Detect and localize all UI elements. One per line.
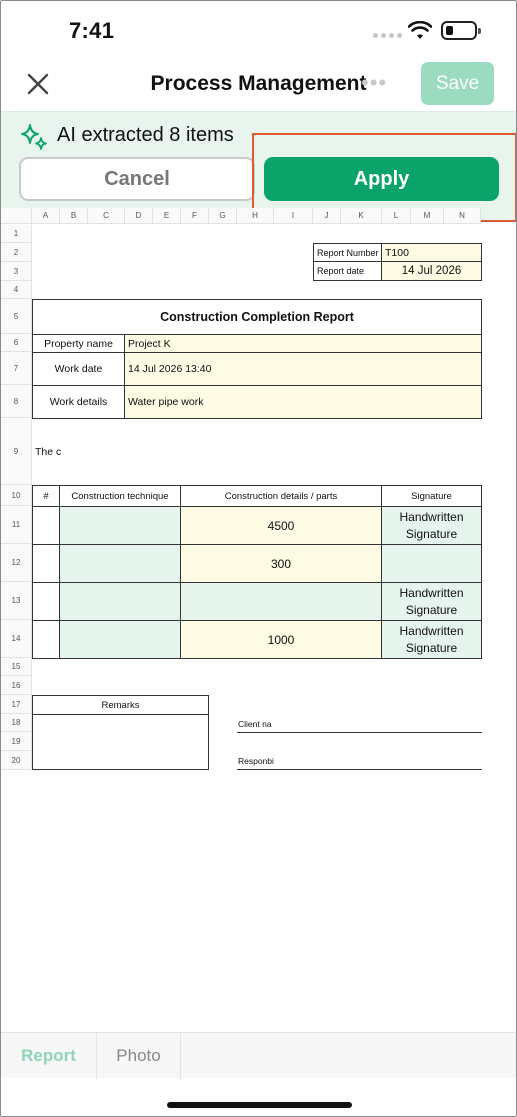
- table-header-details: Construction details / parts: [180, 485, 382, 507]
- table-row-signature-cell[interactable]: [381, 544, 482, 583]
- wifi-icon: [408, 21, 432, 41]
- table-row-number-cell[interactable]: [32, 506, 60, 545]
- row-header[interactable]: 5: [1, 299, 32, 334]
- sparkle-icon: [19, 122, 49, 152]
- work-details-cell[interactable]: Water pipe work: [124, 385, 482, 419]
- spreadsheet[interactable]: [1, 208, 517, 808]
- row-header[interactable]: 18: [1, 714, 32, 732]
- responsible-label: Responbi: [238, 755, 274, 766]
- table-row-details-cell[interactable]: 300: [180, 544, 382, 583]
- column-header[interactable]: H: [237, 208, 274, 224]
- cellular-signal-icon: [373, 33, 402, 38]
- table-row-signature-cell[interactable]: Handwritten Signature: [381, 506, 482, 545]
- row-header[interactable]: 6: [1, 334, 32, 352]
- bottom-tab-bar: [1, 1032, 516, 1078]
- table-row-details-cell[interactable]: [180, 582, 382, 621]
- row-header[interactable]: 8: [1, 385, 32, 418]
- home-indicator[interactable]: [167, 1102, 352, 1108]
- table-header-number: #: [32, 485, 60, 507]
- table-header-technique: Construction technique: [59, 485, 181, 507]
- table-row-technique-cell[interactable]: [59, 620, 181, 659]
- work-date-label: Work date: [32, 352, 125, 386]
- column-header[interactable]: K: [341, 208, 382, 224]
- remarks-header: Remarks: [32, 695, 209, 715]
- column-header[interactable]: E: [153, 208, 181, 224]
- column-header[interactable]: C: [88, 208, 125, 224]
- row-header[interactable]: 20: [1, 751, 32, 770]
- row-header[interactable]: 7: [1, 352, 32, 385]
- cancel-button[interactable]: Cancel: [19, 157, 255, 201]
- row-header[interactable]: 19: [1, 732, 32, 751]
- table-row-number-cell[interactable]: [32, 620, 60, 659]
- status-bar: [1, 1, 516, 61]
- column-header[interactable]: F: [181, 208, 209, 224]
- row-header[interactable]: 2: [1, 243, 32, 262]
- table-row-number-cell[interactable]: [32, 544, 60, 583]
- tab-report[interactable]: Report: [21, 1046, 76, 1065]
- table-row-signature-cell[interactable]: Handwritten Signature: [381, 582, 482, 621]
- table-header-signature: Signature: [381, 485, 482, 507]
- table-row-details-cell[interactable]: 4500: [180, 506, 382, 545]
- client-name-label: Client na: [238, 718, 272, 729]
- column-header[interactable]: A: [32, 208, 60, 224]
- column-header[interactable]: M: [411, 208, 444, 224]
- row-header[interactable]: 13: [1, 582, 32, 620]
- row-header[interactable]: 4: [1, 281, 32, 299]
- tab-photo[interactable]: Photo: [96, 1033, 181, 1079]
- table-row-technique-cell[interactable]: [59, 506, 181, 545]
- responsible-signature-line: [237, 769, 482, 770]
- column-header[interactable]: D: [125, 208, 153, 224]
- battery-icon: [441, 21, 477, 40]
- column-header[interactable]: I: [274, 208, 313, 224]
- row-header[interactable]: 9: [1, 418, 32, 485]
- row-header[interactable]: 17: [1, 695, 32, 714]
- row-header[interactable]: 1: [1, 225, 32, 243]
- column-header[interactable]: B: [60, 208, 88, 224]
- save-button[interactable]: Save: [421, 62, 494, 105]
- table-row-technique-cell[interactable]: [59, 544, 181, 583]
- row-header[interactable]: 16: [1, 676, 32, 695]
- table-row-signature-cell[interactable]: Handwritten Signature: [381, 620, 482, 659]
- ai-extracted-message: AI extracted 8 items: [57, 124, 234, 146]
- table-row-technique-cell[interactable]: [59, 582, 181, 621]
- more-options-button[interactable]: •••: [361, 70, 388, 95]
- report-title: Construction Completion Report: [32, 299, 482, 335]
- report-number-cell[interactable]: T100: [381, 243, 482, 262]
- remarks-cell[interactable]: [32, 714, 209, 770]
- property-name-cell[interactable]: Project K: [124, 334, 482, 353]
- row-header[interactable]: 10: [1, 485, 32, 506]
- work-date-cell[interactable]: 14 Jul 2026 13:40: [124, 352, 482, 386]
- report-number-label: Report Number: [313, 243, 382, 262]
- page-title: Process Management: [150, 72, 367, 95]
- column-header[interactable]: J: [313, 208, 341, 224]
- row9-text[interactable]: The c: [35, 445, 62, 458]
- client-signature-line: [237, 732, 482, 733]
- work-details-label: Work details: [32, 385, 125, 419]
- row-header[interactable]: 3: [1, 262, 32, 281]
- column-header[interactable]: N: [444, 208, 481, 224]
- column-header[interactable]: L: [382, 208, 411, 224]
- row-header[interactable]: 15: [1, 658, 32, 676]
- row-header[interactable]: 12: [1, 544, 32, 582]
- column-header[interactable]: G: [209, 208, 237, 224]
- table-row-details-cell[interactable]: 1000: [180, 620, 382, 659]
- nav-bar: [1, 59, 516, 111]
- clock: 7:41: [69, 18, 115, 43]
- report-date-cell[interactable]: 14 Jul 2026: [381, 261, 482, 281]
- report-date-label: Report date: [313, 261, 382, 281]
- ai-extraction-banner: [1, 111, 516, 223]
- table-row-number-cell[interactable]: [32, 582, 60, 621]
- corner-header: [1, 208, 32, 224]
- row-header[interactable]: 14: [1, 620, 32, 658]
- apply-button[interactable]: Apply: [264, 157, 499, 201]
- row-header[interactable]: 11: [1, 506, 32, 544]
- property-name-label: Property name: [32, 334, 125, 353]
